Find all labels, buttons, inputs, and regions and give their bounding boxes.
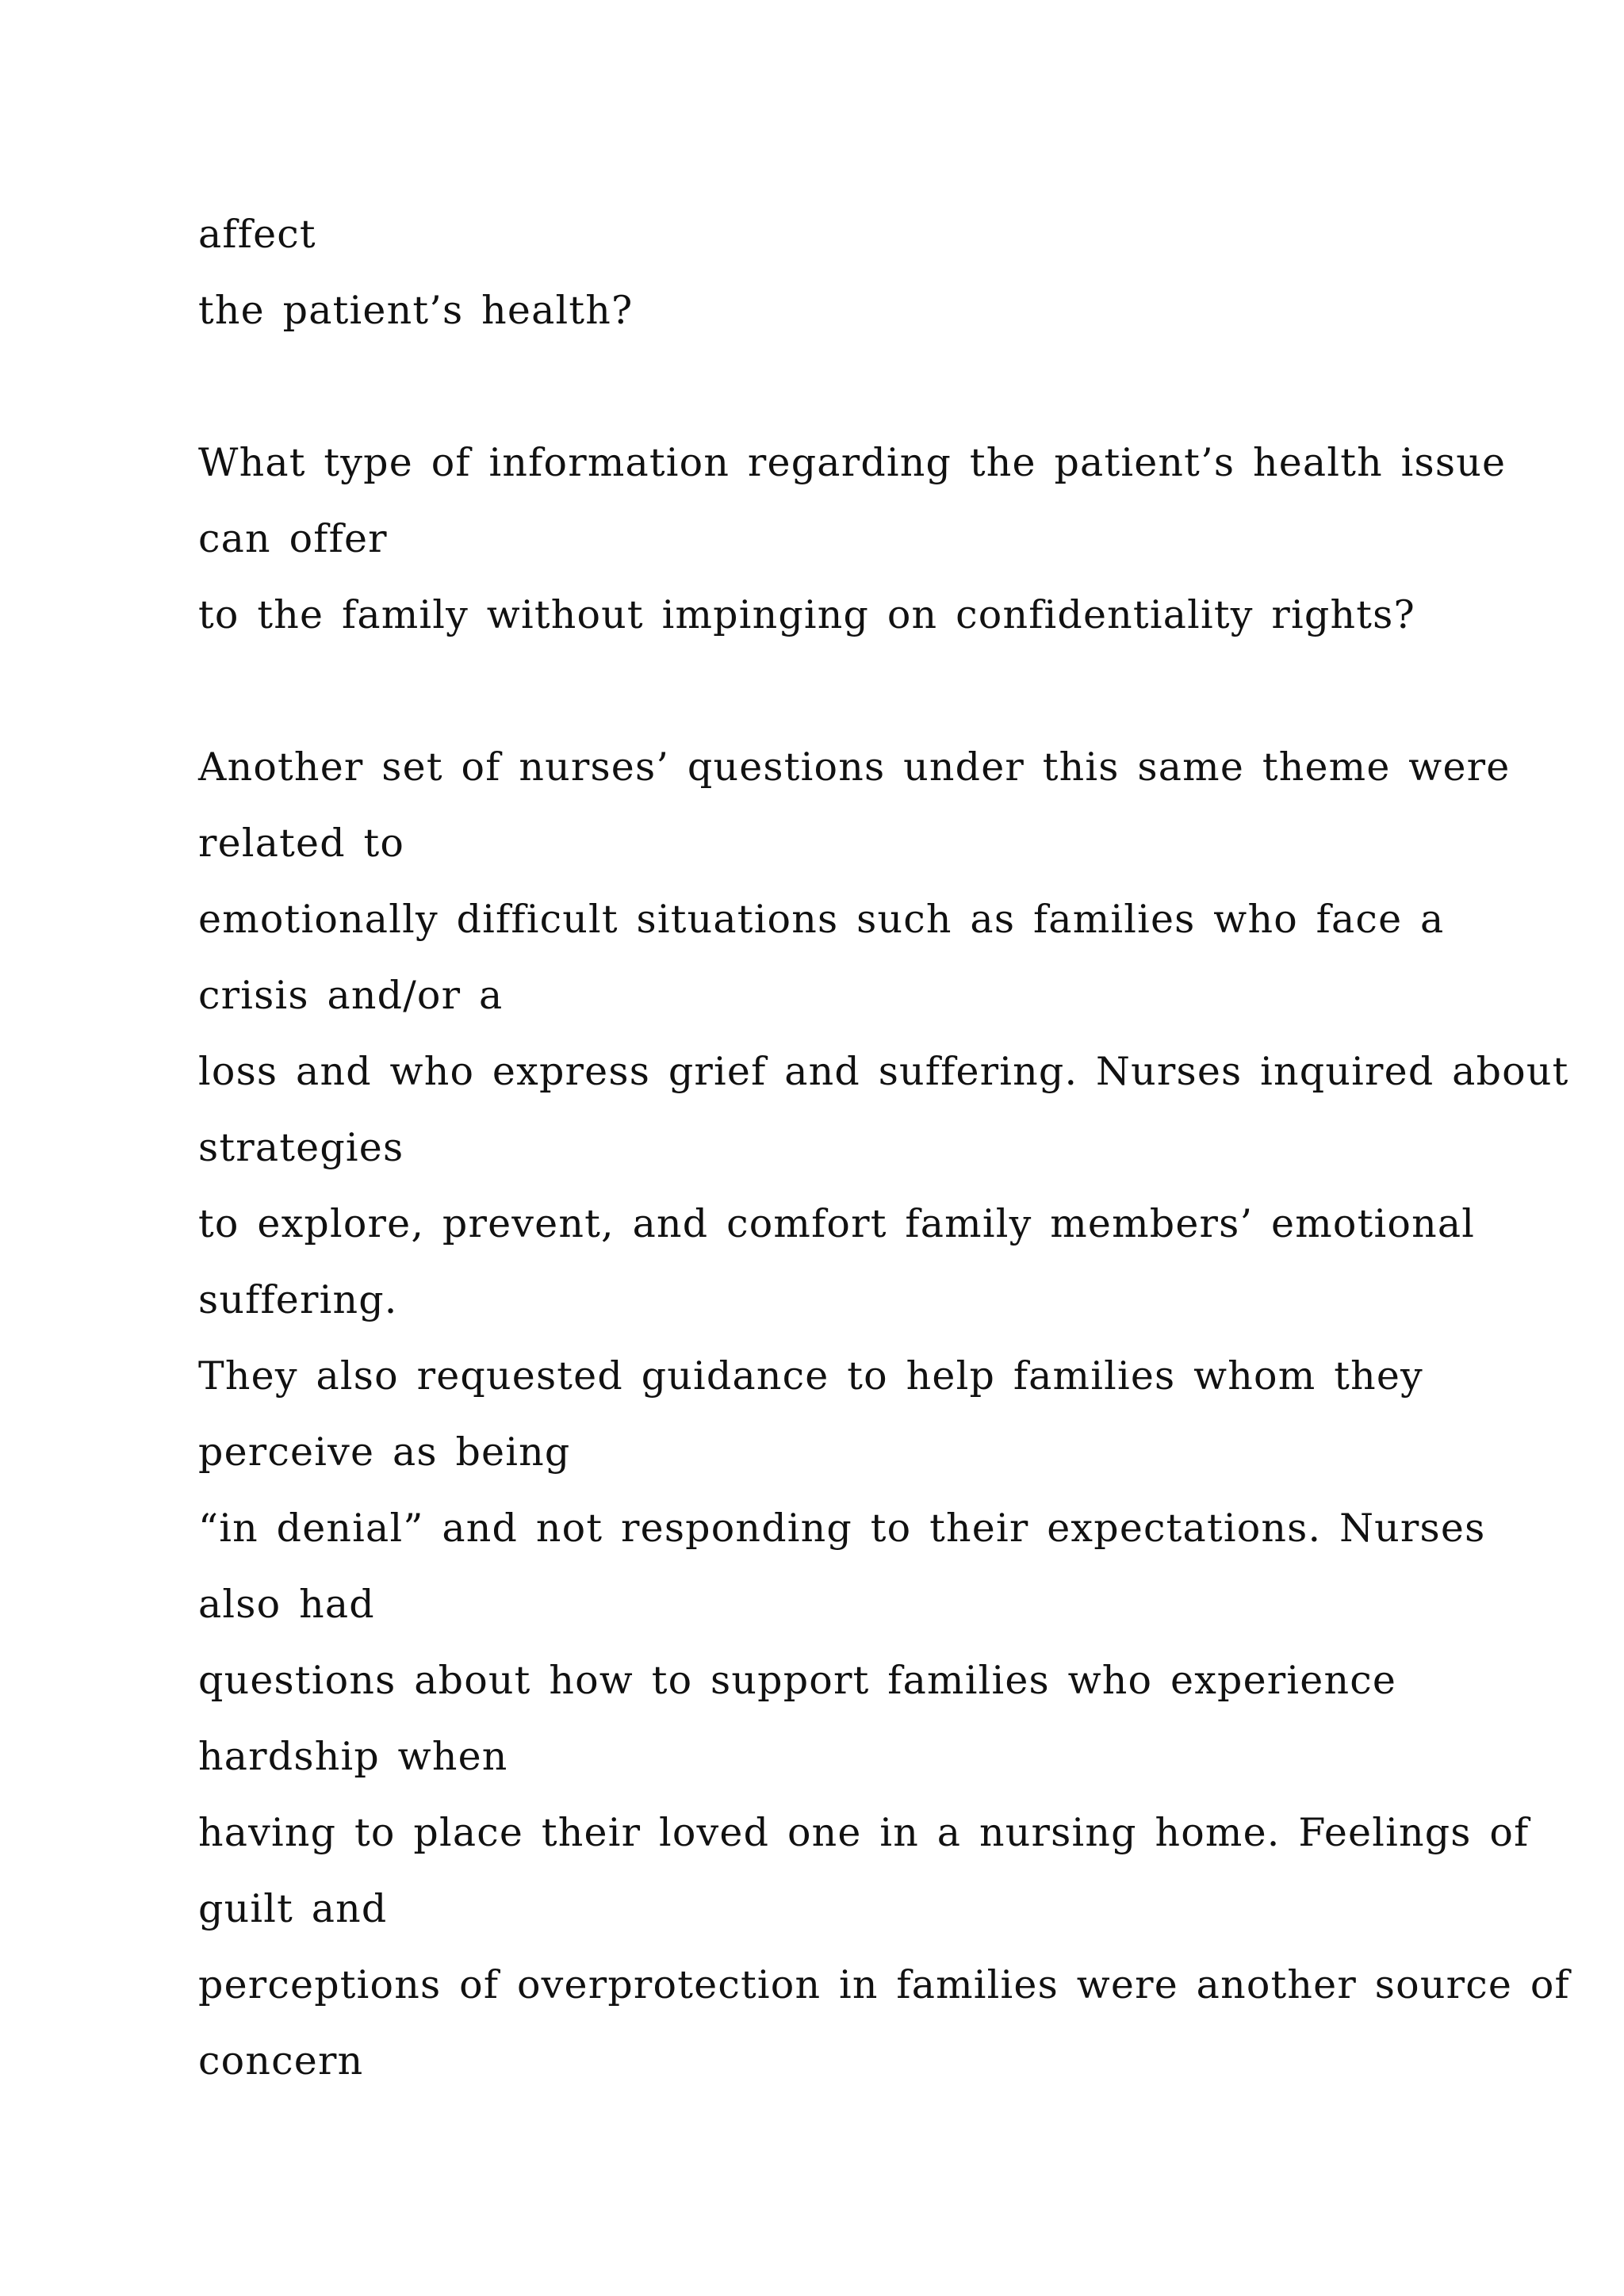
text-line: to the family without impinging on confidentiality rights? xyxy=(198,592,1415,637)
text-line: to explore, prevent, and comfort family members’ emotional xyxy=(198,1201,1476,1246)
paragraph-1 xyxy=(198,197,1546,349)
text-line: What type of information regarding the patient’s health issue xyxy=(198,440,1507,485)
paragraph-3 xyxy=(198,729,1570,2099)
text-line: can offer xyxy=(198,516,388,561)
text-line: emotionally difficult situations such as families who face a xyxy=(198,897,1445,942)
text-line: the patient’s health? xyxy=(198,288,634,333)
text-line: hardship when xyxy=(198,1734,508,1779)
text-line: guilt and xyxy=(198,1886,388,1931)
text-line: having to place their loved one in a nursing home. Feelings of xyxy=(198,1810,1530,1855)
text-line: loss and who express grief and suffering. Nurses inquired about xyxy=(198,1049,1569,1094)
text-line: They also requested guidance to help families whom they xyxy=(198,1353,1423,1399)
text-line: questions about how to support families who experience xyxy=(198,1658,1397,1703)
text-line: “in denial” and not responding to their expectations. Nurses xyxy=(198,1506,1486,1551)
text-line: related to xyxy=(198,821,405,866)
document-body xyxy=(198,197,1570,2099)
text-line: crisis and/or a xyxy=(198,973,504,1018)
text-line: suffering. xyxy=(198,1277,398,1322)
paragraph-gap xyxy=(198,349,1546,425)
text-line: also had xyxy=(198,1582,375,1627)
text-line: perceptions of overprotection in families were another source of xyxy=(198,1962,1570,2007)
text-line: affect xyxy=(198,212,316,257)
text-line: concern xyxy=(198,2038,364,2084)
text-line: Another set of nurses’ questions under this same theme were xyxy=(198,744,1511,790)
text-line: strategies xyxy=(198,1125,404,1170)
paragraph-2 xyxy=(198,425,1546,653)
text-line: perceive as being xyxy=(198,1429,571,1475)
paragraph-gap xyxy=(198,653,1546,729)
